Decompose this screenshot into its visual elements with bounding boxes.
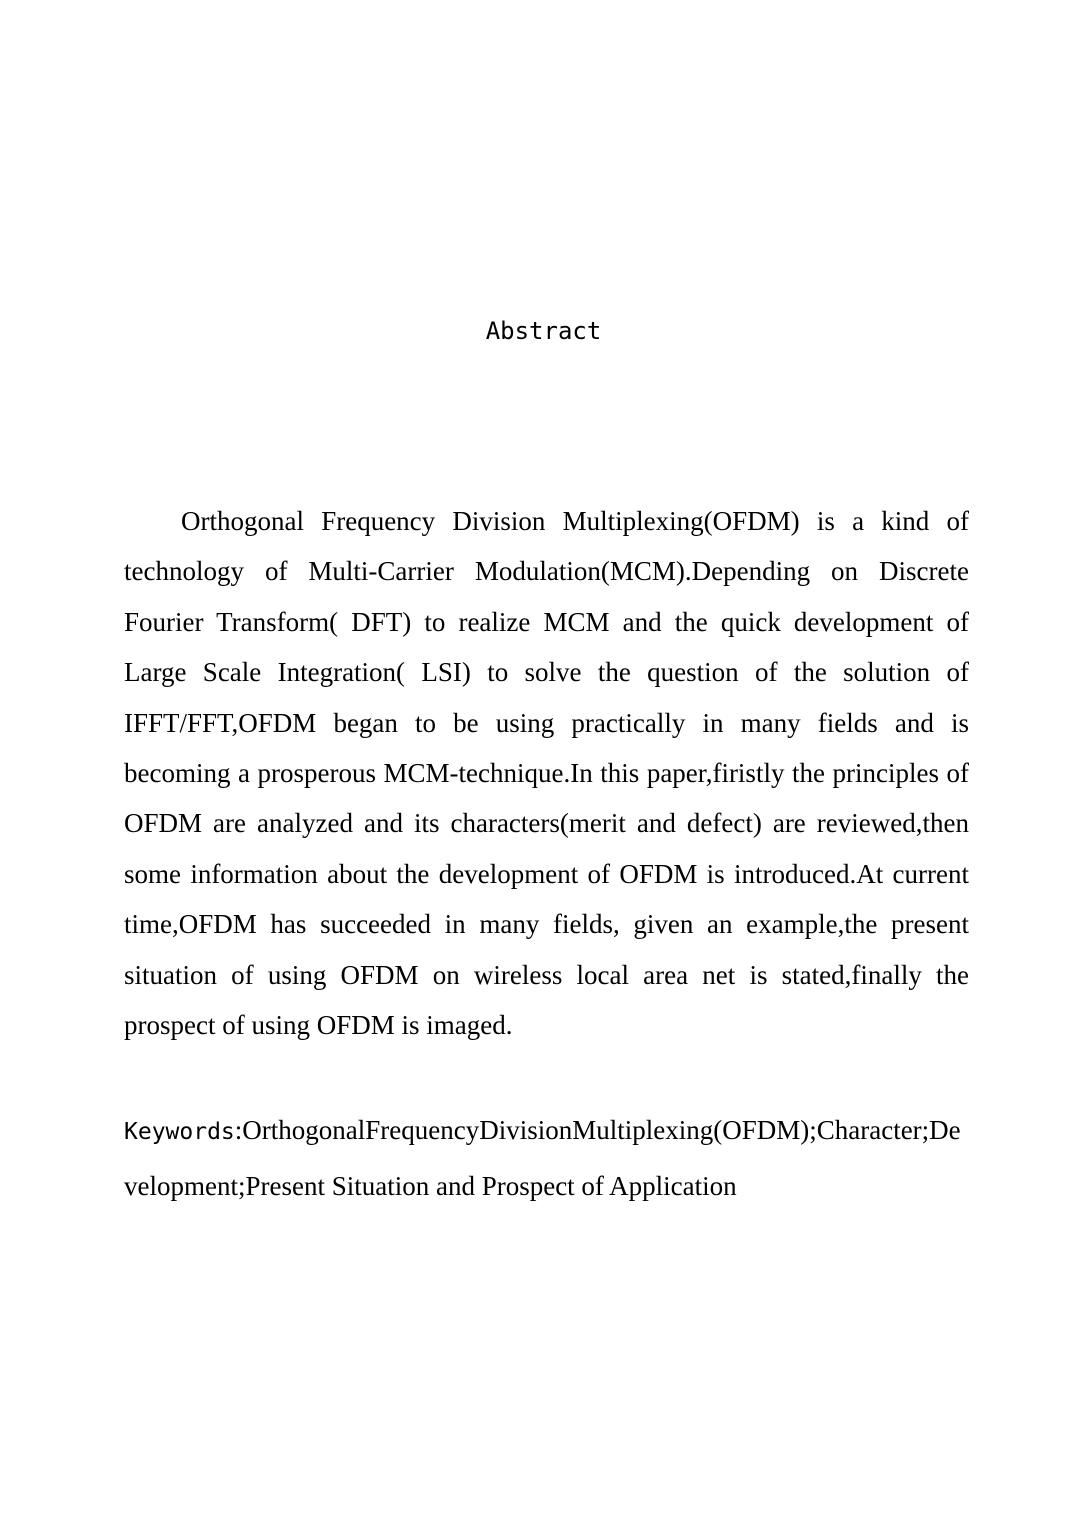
keywords-line (124, 1103, 969, 1213)
abstract-paragraph: Orthogonal Frequency Division Multiplexing(OFDM) is a kind of technology of Multi-Carrier Modulation(MCM).Depending on Discrete Fourier Transform( DFT) to realize MCM and the quick development of Large Scale Integration( LSI) to solve the question of the solution of IFFT/FFT,OFDM began to be using practically in many fields and is becoming a prosperous MCM-technique.In this paper,firistly the principles of OFDM are analyzed and its characters(merit and defect) are reviewed,then some information about the development of OFDM is introduced.At current time,OFDM has succeeded in many fields, given an example,the present situation of using OFDM on wireless local area net is stated,finally the prospect of using OFDM is imaged. (124, 506, 969, 1041)
keywords-text: OrthogonalFrequencyDivisionMultiplexing(OFDM);Character;Development;Present Situation and Prospect of Application (124, 1115, 961, 1201)
keywords-separator: : (234, 1115, 243, 1145)
keywords-label: Keywords (124, 1119, 235, 1145)
abstract-heading: Abstract (485, 317, 602, 345)
